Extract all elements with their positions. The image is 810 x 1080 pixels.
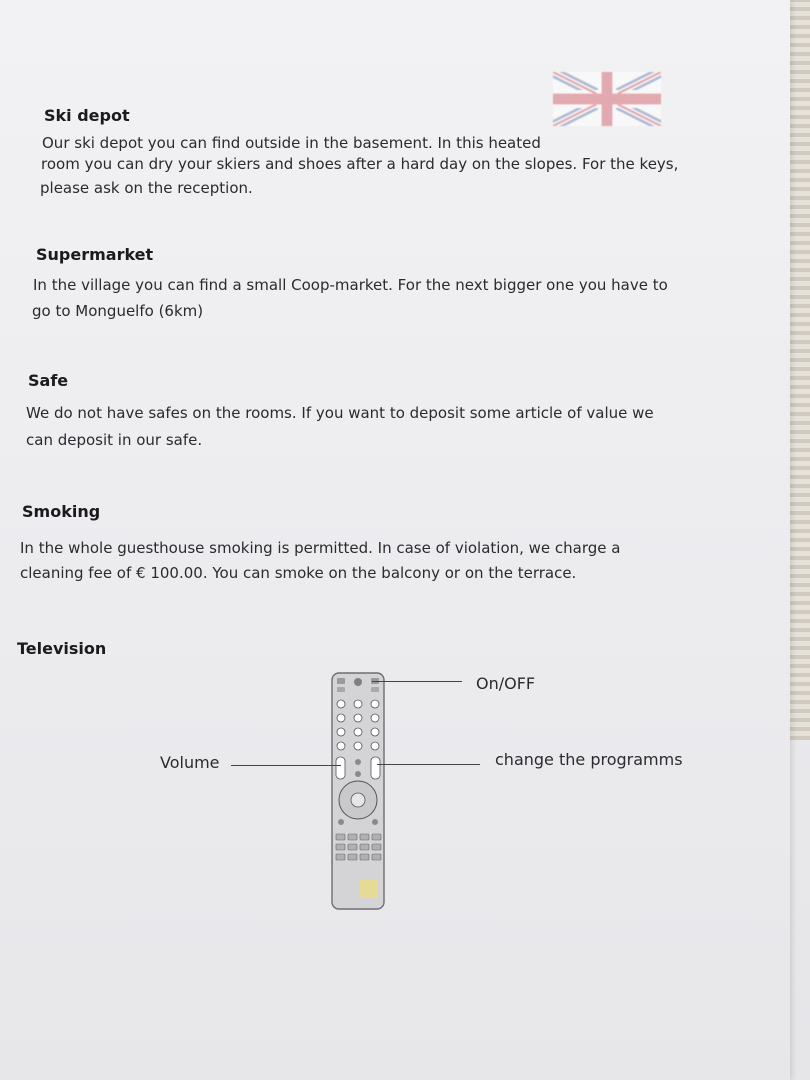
ski-depot-line-1: Our ski depot you can find outside in the basement. In this heated — [42, 134, 541, 152]
on-off-label: On/OFF — [476, 674, 536, 693]
change-programs-label: change the programms — [495, 750, 683, 769]
supermarket-line-1: In the village you can find a small Coop-market. For the next bigger one you have to — [33, 276, 668, 294]
volume-label: Volume — [160, 753, 220, 772]
tv-remote-icon — [331, 672, 385, 910]
supermarket-title: Supermarket — [36, 245, 154, 264]
volume-callout-line — [231, 765, 341, 766]
supermarket-line-2: go to Monguelfo (6km) — [32, 302, 204, 320]
smoking-line-1: In the whole guesthouse smoking is permitted. In case of violation, we charge a — [20, 539, 621, 557]
ski-depot-title: Ski depot — [44, 106, 130, 125]
safe-line-1: We do not have safes on the rooms. If you want to deposit some article of value we — [26, 404, 654, 422]
ski-depot-line-3: please ask on the reception. — [40, 179, 253, 197]
ski-depot-line-2: room you can dry your skiers and shoes after a hard day on the slopes. For the keys, — [41, 155, 679, 173]
programs-callout-line — [377, 764, 480, 765]
smoking-line-2: cleaning fee of € 100.00. You can smoke on the balcony or on the terrace. — [20, 564, 577, 582]
on-off-callout-line — [372, 681, 462, 682]
safe-line-2: can deposit in our safe. — [26, 431, 203, 449]
safe-title: Safe — [28, 371, 69, 390]
television-title: Television — [17, 639, 107, 658]
smoking-title: Smoking — [22, 502, 101, 521]
uk-flag-icon — [553, 72, 661, 126]
